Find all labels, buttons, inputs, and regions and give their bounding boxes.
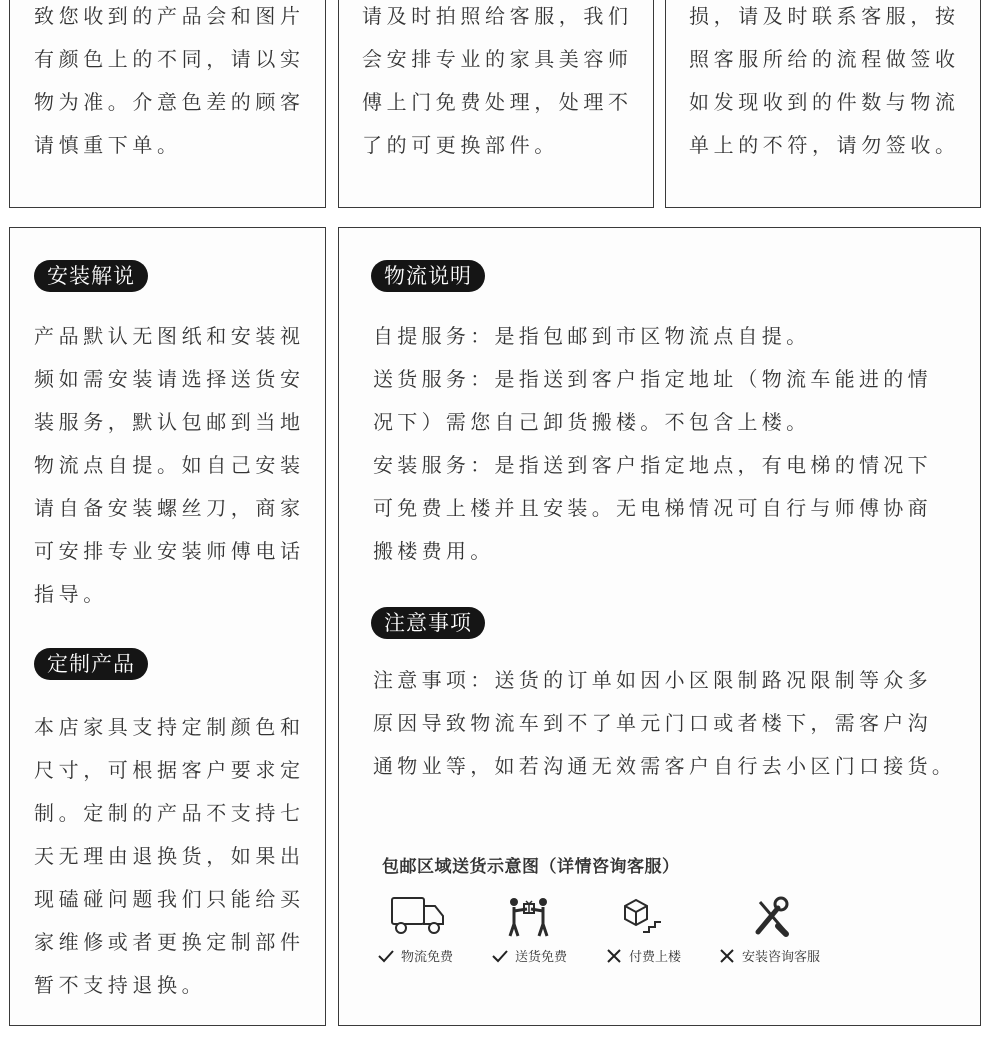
custom-text: 本店家具支持定制颜色和 尺寸，可根据客户要求定 制。定制的产品不支持七 天无理由退换货，如果出 现磕碰问题我们只能给买 家维修或者更换定制部件 暂不支持退换。 [34, 715, 305, 997]
color-notice-text: 致您收到的产品会和图片 有颜色上的不同，请以实 物为准。介意色差的顾客 请慎重下单。 [34, 4, 305, 157]
box-stairs-icon [619, 894, 679, 940]
logistics-text: 自提服务：是指包邮到市区物流点自提。 送货服务：是指送到客户指定地址（物流车能进的情 况下）需您自己卸货搬楼。不包含上楼。 安装服务：是指送到客户指定地点，有电梯的情况下 可免费上楼并且安装。无电梯情况可自行与师傅协商 搬楼费用。 [373, 324, 932, 563]
check-icon [377, 947, 395, 965]
notice-title: 注意事项 [371, 607, 485, 639]
cross-icon [605, 947, 623, 965]
install-title: 安装解说 [34, 260, 148, 292]
damage-notice-text: 请及时拍照给客服，我们 会安排专业的家具美容师 傅上门免费处理，处理不 了的可更换部件。 [362, 4, 633, 157]
service-delivery [491, 894, 567, 965]
service-label: 物流免费 [401, 950, 454, 965]
color-notice-box [9, 0, 326, 208]
install-text: 产品默认无图纸和安装视 频如需安装请选择送货安 装服务，默认包邮到当地 物流点自提。如自己安装 请自备安装螺丝刀，商家 可安排专业安装师傅电话 指导。 [34, 324, 305, 606]
service-label: 送货免费 [515, 950, 568, 965]
receipt-notice-box [665, 0, 981, 208]
service-upstairs [605, 894, 681, 965]
service-label: 付费上楼 [629, 950, 682, 965]
logistics-notice-box [338, 227, 981, 1026]
receipt-notice-text: 损，请及时联系客服，按 照客服所给的流程做签收 如发现收到的件数与物流 单上的不符，请勿签收。 [689, 4, 960, 157]
install-custom-box [9, 227, 326, 1026]
gift-handover-icon [505, 894, 565, 940]
service-install [718, 894, 820, 965]
check-icon [491, 947, 509, 965]
custom-title: 定制产品 [34, 648, 148, 680]
service-label: 安装咨询客服 [742, 950, 821, 965]
logistics-title: 物流说明 [371, 260, 485, 292]
cross-icon [718, 947, 736, 965]
damage-notice-box [338, 0, 654, 208]
notice-text: 注意事项：送货的订单如因小区限制路况限制等众多 原因导致物流车到不了单元门口或者楼下，需客户沟 通物业等，如若沟通无效需客户自行去小区门口接货。 [373, 668, 957, 778]
tools-icon [748, 894, 808, 940]
shipping-map-title: 包邮区域送货示意图（详情咨询客服） [382, 857, 680, 877]
service-logistics [377, 894, 453, 965]
truck-icon [389, 894, 449, 940]
